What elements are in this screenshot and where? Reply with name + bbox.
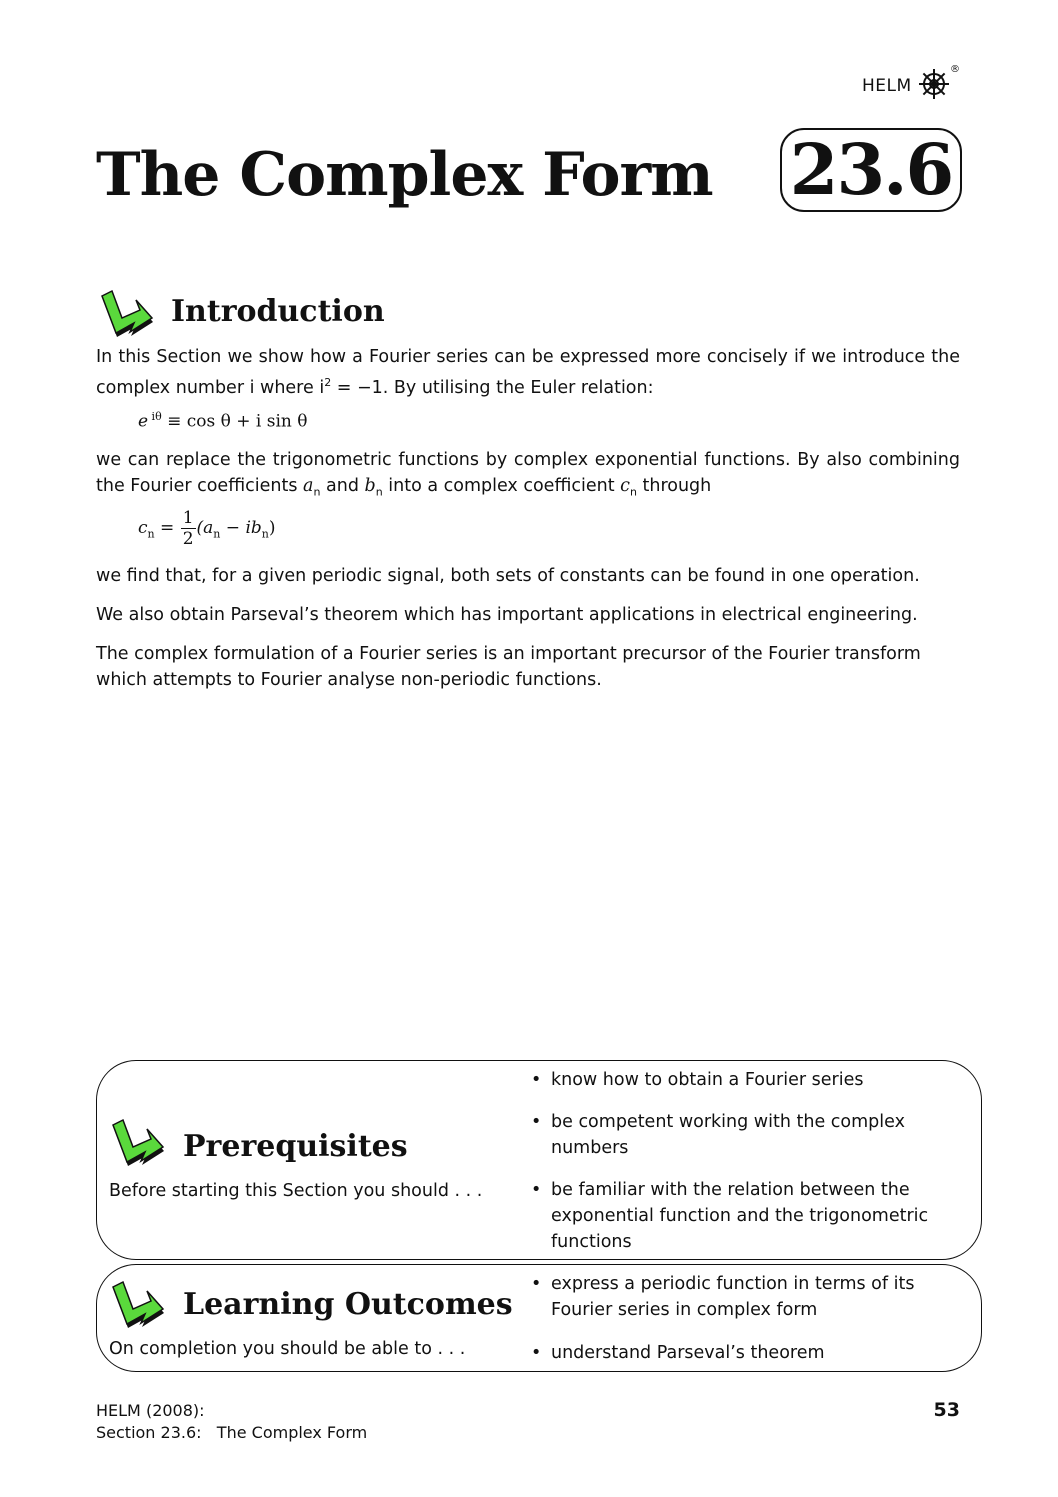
eq2-numerator: 1 <box>182 508 194 528</box>
intro-p2-text: we can replace the trigonometric functions by complex exponential functions. By also combining the Fourier coefficients <box>96 450 960 496</box>
coef-a-sub: n <box>313 485 321 499</box>
eq2-fraction <box>181 508 196 549</box>
learning-outcomes-list <box>529 1271 929 1366</box>
eq2-lhs-sub: n <box>147 527 155 541</box>
eq2-an-sub: n <box>213 527 221 541</box>
ships-wheel-icon <box>918 68 950 100</box>
logo-text: HELM <box>862 76 912 96</box>
list-item: • express a periodic function in terms of its Fourier series in complex form <box>529 1271 929 1323</box>
intro-paragraph-2 <box>96 447 960 506</box>
eq1-rhs: ≡ cos θ + i sin θ <box>161 411 308 432</box>
list-item: • be competent working with the complex numbers <box>529 1109 929 1161</box>
euler-equation <box>138 410 308 432</box>
intro-p2-text-3: through <box>636 476 712 496</box>
intro-p2-text-2: into a complex coefficient <box>382 476 621 496</box>
footer-citation <box>96 1400 367 1444</box>
eq1-lhs: e <box>138 411 149 432</box>
intro-p1-text-end: = −1. By utilising the Euler relation: <box>331 377 654 398</box>
eq2-denominator: 2 <box>182 529 194 549</box>
intro-p1-text: In this Section we show how a Fourier series can be expressed more concisely if we introduce the complex number i where i <box>96 347 960 398</box>
intro-paragraph-1 <box>96 344 960 401</box>
prerequisites-list <box>529 1067 929 1255</box>
page-title: The Complex Form <box>96 140 713 210</box>
learning-outcomes-subtext: On completion you should be able to . . . <box>109 1339 466 1359</box>
prerequisites-heading: Prerequisites <box>183 1129 408 1164</box>
intro-paragraph-5: The complex formulation of a Fourier series is an important precursor of the Fourier transform which attempts to Fourier analyse non-periodic functions. <box>96 644 921 690</box>
introduction-heading: Introduction <box>171 294 385 329</box>
eq2-bn-sub: n <box>261 527 269 541</box>
list-item: • be familiar with the relation between the exponential function and the trigonometric functions <box>529 1177 929 1255</box>
eq2-an: (a <box>196 518 214 538</box>
coef-b: b <box>364 476 376 496</box>
eq2-bn: − ib <box>220 518 262 538</box>
coef-c: c <box>620 476 630 496</box>
coef-a: a <box>303 476 314 496</box>
eq2-equals: = <box>154 518 180 538</box>
prerequisites-subtext: Before starting this Section you should . . . <box>109 1181 483 1201</box>
eq2-lhs: c <box>138 518 148 538</box>
list-item: • understand Parseval’s theorem <box>529 1340 929 1366</box>
eq1-sup: iθ <box>148 410 162 423</box>
footer-line-2: Section 23.6: The Complex Form <box>96 1423 368 1442</box>
registered-mark: ® <box>950 64 960 75</box>
learning-outcomes-box <box>96 1264 982 1372</box>
page-number: 53 <box>933 1399 960 1421</box>
intro-p1-sup: 2 <box>324 376 332 389</box>
prerequisites-box <box>96 1060 982 1260</box>
footer-line-1: HELM (2008): <box>96 1401 205 1420</box>
helm-logo <box>862 64 962 104</box>
coef-c-sub: n <box>629 485 637 499</box>
section-number: 23.6 <box>780 128 962 212</box>
green-arrow-icon <box>96 288 154 340</box>
learning-outcomes-heading: Learning Outcomes <box>183 1287 513 1322</box>
intro-paragraph-3: we find that, for a given periodic signal, both sets of constants can be found in one operation. <box>96 566 920 586</box>
intro-paragraph-4: We also obtain Parseval’s theorem which has important applications in electrical engineering. <box>96 605 918 625</box>
green-arrow-icon <box>107 1117 165 1169</box>
coefficient-equation <box>138 508 276 549</box>
coef-b-sub: n <box>375 485 383 499</box>
green-arrow-icon <box>107 1279 165 1331</box>
list-item: • know how to obtain a Fourier series <box>529 1067 929 1093</box>
intro-p2-and: and <box>320 476 365 496</box>
eq2-close: ) <box>268 518 276 538</box>
